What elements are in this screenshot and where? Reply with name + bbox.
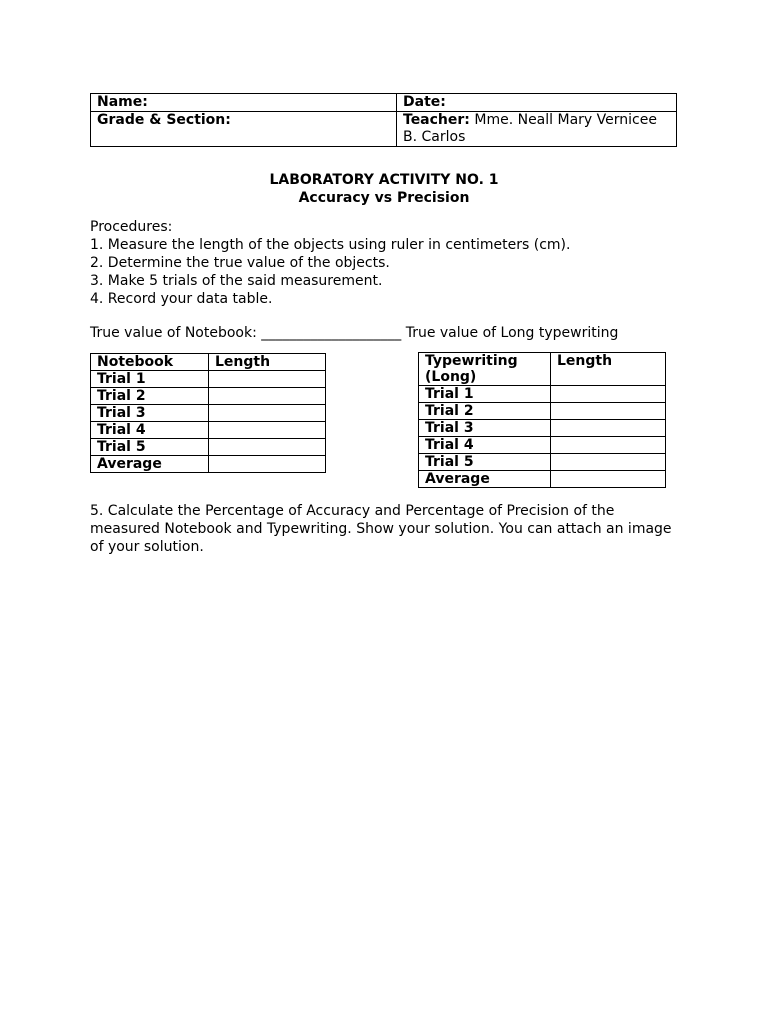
procedure-step: 4. Record your data table. bbox=[90, 291, 273, 307]
teacher-label: Teacher: bbox=[403, 112, 470, 128]
procedures-heading: Procedures: bbox=[90, 219, 173, 235]
table-header-row bbox=[419, 353, 666, 386]
procedure-step: 2. Determine the true value of the objects. bbox=[90, 255, 390, 271]
length-cell[interactable] bbox=[551, 386, 666, 403]
notebook-data-table bbox=[90, 353, 326, 473]
typewriting-data-table bbox=[418, 352, 666, 488]
length-cell[interactable] bbox=[209, 439, 326, 456]
table-row bbox=[91, 439, 326, 456]
table-row bbox=[91, 371, 326, 388]
column-header: Notebook bbox=[91, 354, 209, 371]
length-cell[interactable] bbox=[209, 422, 326, 439]
length-cell[interactable] bbox=[551, 471, 666, 488]
row-label: Trial 1 bbox=[419, 386, 551, 403]
table-row bbox=[419, 471, 666, 488]
date-field-label: Date: bbox=[397, 94, 677, 112]
true-value-line: True value of Notebook: ____________________ True value of Long typewriting bbox=[90, 325, 619, 341]
activity-title-line-1: LABORATORY ACTIVITY NO. 1 bbox=[269, 172, 499, 188]
length-cell[interactable] bbox=[551, 437, 666, 454]
name-field-label: Name: bbox=[91, 94, 397, 112]
teacher-name: Mme. Neall Mary Vernicee B. Carlos bbox=[403, 112, 657, 145]
row-label: Trial 2 bbox=[419, 403, 551, 420]
length-cell[interactable] bbox=[209, 456, 326, 473]
length-cell[interactable] bbox=[209, 371, 326, 388]
row-label: Average bbox=[419, 471, 551, 488]
table-row bbox=[91, 112, 677, 147]
procedure-step: 3. Make 5 trials of the said measurement. bbox=[90, 273, 383, 289]
table-row bbox=[91, 94, 677, 112]
table-row bbox=[419, 454, 666, 471]
row-label: Trial 2 bbox=[91, 388, 209, 405]
teacher-cell bbox=[397, 112, 677, 147]
table-row bbox=[91, 388, 326, 405]
length-cell[interactable] bbox=[209, 388, 326, 405]
length-cell[interactable] bbox=[551, 403, 666, 420]
row-label: Trial 4 bbox=[419, 437, 551, 454]
procedure-step-5: 5. Calculate the Percentage of Accuracy and Percentage of Precision of the measured Notebook and Typewriting. Show your solution. You can attach an image of your solution. bbox=[90, 503, 672, 555]
column-header: Length bbox=[551, 353, 666, 386]
table-row bbox=[419, 403, 666, 420]
length-cell[interactable] bbox=[551, 454, 666, 471]
table-row bbox=[91, 422, 326, 439]
activity-title bbox=[0, 171, 768, 207]
student-info-table bbox=[90, 93, 677, 147]
row-label: Average bbox=[91, 456, 209, 473]
table-row bbox=[91, 405, 326, 422]
activity-title-line-2: Accuracy vs Precision bbox=[298, 190, 470, 206]
length-cell[interactable] bbox=[209, 405, 326, 422]
row-label: Trial 3 bbox=[91, 405, 209, 422]
table-row bbox=[419, 386, 666, 403]
row-label: Trial 5 bbox=[91, 439, 209, 456]
row-label: Trial 1 bbox=[91, 371, 209, 388]
table-row bbox=[419, 437, 666, 454]
procedure-step: 1. Measure the length of the objects using ruler in centimeters (cm). bbox=[90, 237, 571, 253]
length-cell[interactable] bbox=[551, 420, 666, 437]
row-label: Trial 5 bbox=[419, 454, 551, 471]
column-header: Length bbox=[209, 354, 326, 371]
table-row bbox=[419, 420, 666, 437]
table-header-row bbox=[91, 354, 326, 371]
grade-section-label: Grade & Section: bbox=[91, 112, 397, 147]
row-label: Trial 4 bbox=[91, 422, 209, 439]
row-label: Trial 3 bbox=[419, 420, 551, 437]
table-row bbox=[91, 456, 326, 473]
procedures-section bbox=[90, 218, 690, 308]
column-header: Typewriting (Long) bbox=[419, 353, 551, 386]
